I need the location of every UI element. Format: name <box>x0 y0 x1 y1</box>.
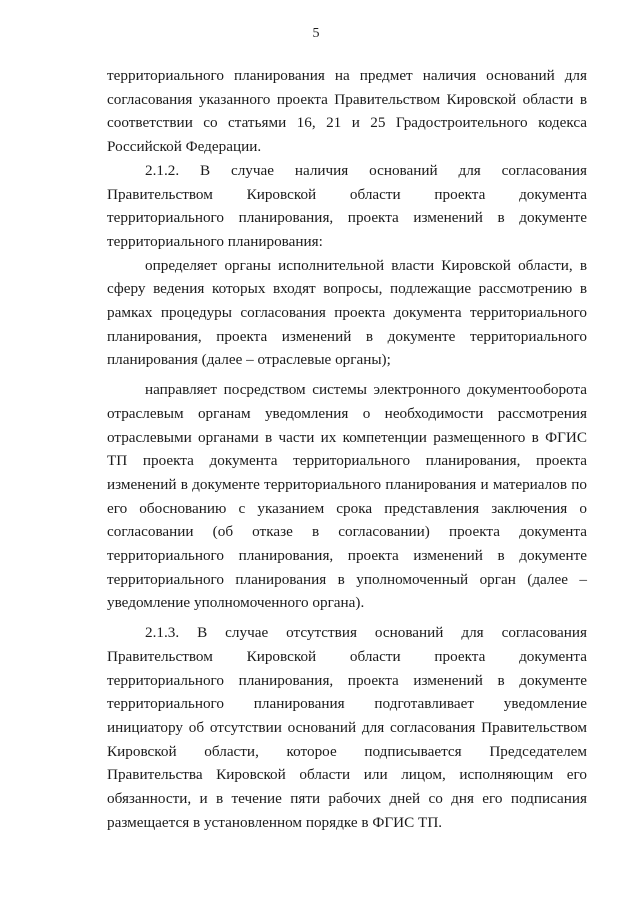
paragraph-2-1-2: 2.1.2. В случае наличия оснований для согласования Правительством Кировской области проекта документа территориального планирования, проекта изменений в документе территориального планирования: <box>107 161 587 250</box>
paragraph-sends-notices: направляет посредством системы электронного документооборота отраслевым органам уведомления о необходимости рассмотрения отраслевыми органами в части их компетенции размещенного в ФГИС ТП проекта документа территориального планирования, проекта изменений в документе территориального планирования и материалов по его обоснованию с указанием срока представления заключения о согласовании (об отказе в согласовании) проекта документа территориального планирования, проекта изменений в документе территориального планирования в уполномоченный орган (далее – уведомление уполномоченного органа). <box>107 381 587 612</box>
document-body <box>107 64 587 835</box>
paragraph-2-1-3: 2.1.3. В случае отсутствия оснований для согласования Правительством Кировской области проекта документа территориального планирования, проекта изменений в документе территориального планирования подготавливает уведомление инициатору об отсутствии оснований для согласования Правительством Кировской области, которое подписывается Председателем Правительства Кировской области или лицом, исполняющим его обязанности, и в течение пяти рабочих дней со дня его подписания размещается в установленном порядке в ФГИС ТП. <box>107 624 587 831</box>
page-number: 5 <box>312 26 320 41</box>
paragraph-continuation: территориального планирования на предмет наличия оснований для согласования указанного проекта Правительством Кировской области в соответствии со статьями 16, 21 и 25 Градостроительного кодекса Российской Федерации. <box>107 67 587 156</box>
paragraph-defines-bodies: определяет органы исполнительной власти Кировской области, в сферу ведения которых входят вопросы, подлежащие рассмотрению в рамках процедуры согласования проекта документа территориального планирования, проекта изменений в документе территориального планирования (далее – отраслевые органы); <box>107 256 587 369</box>
